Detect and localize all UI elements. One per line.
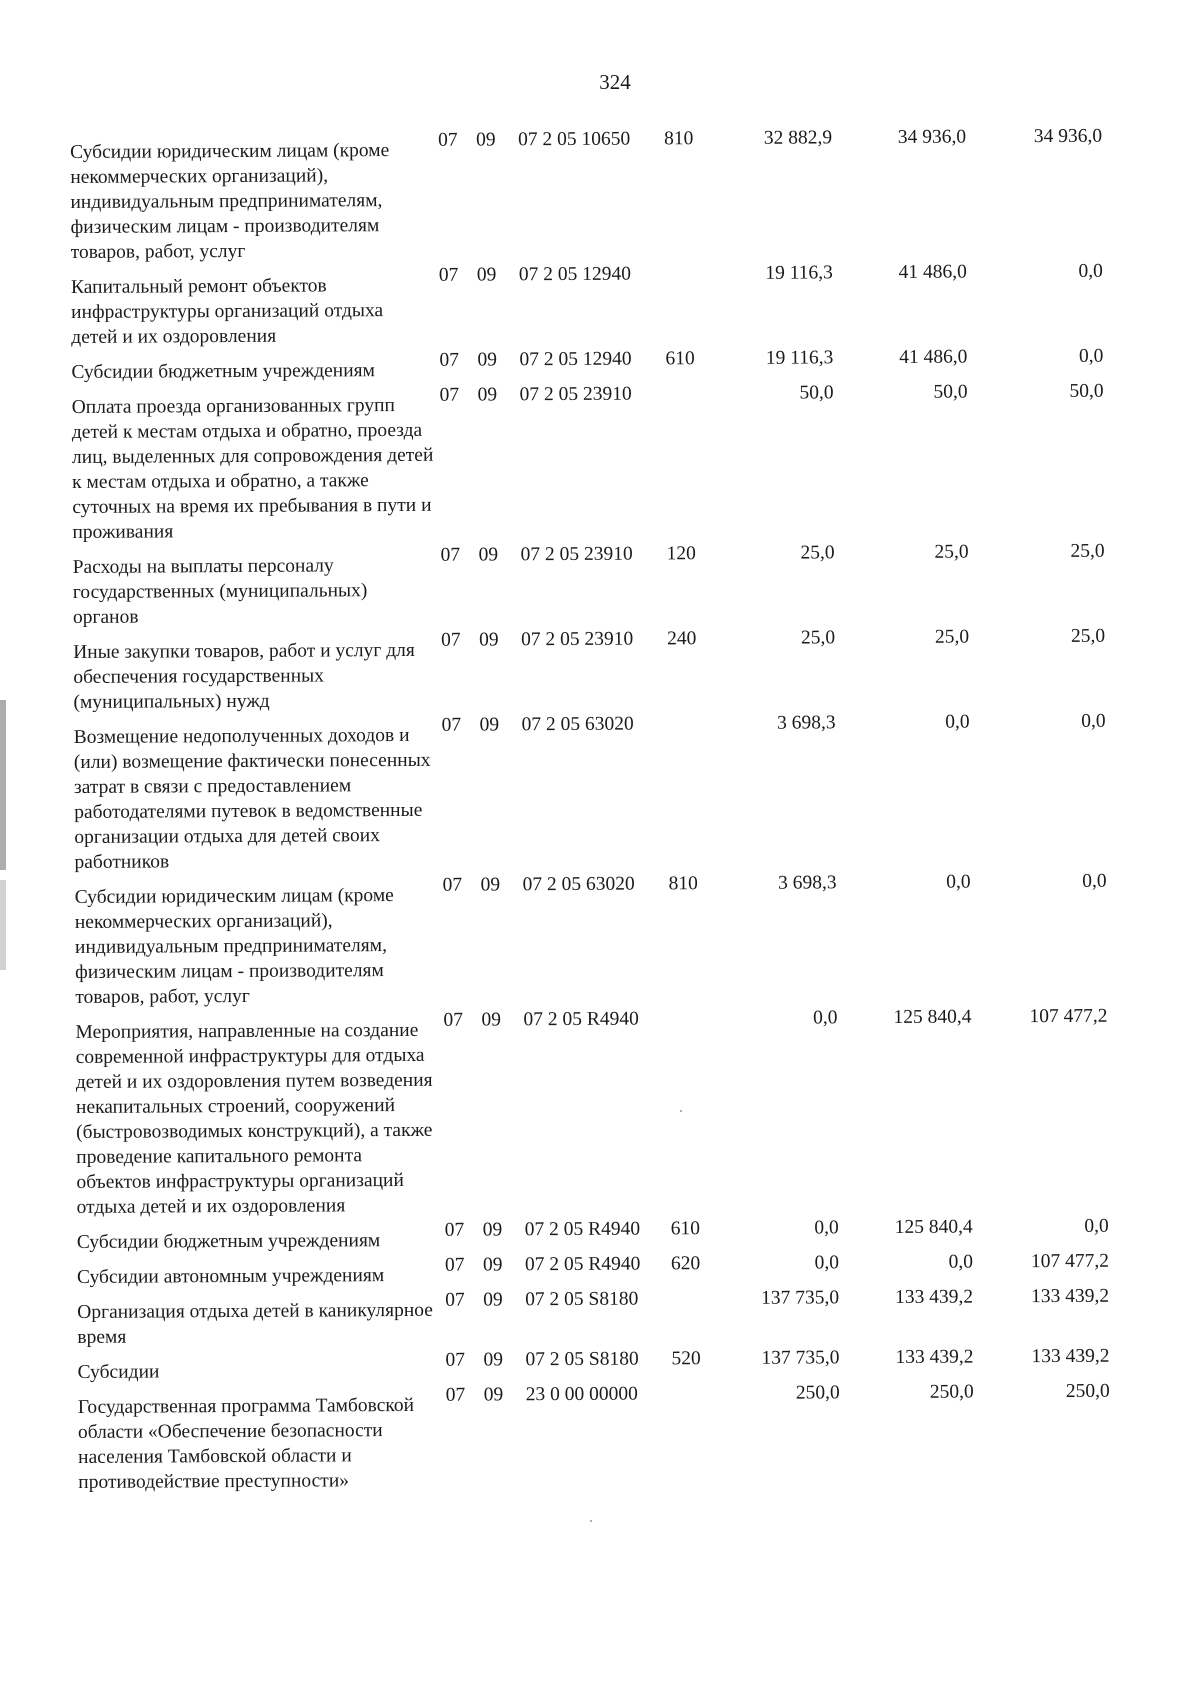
row-section: 07 [444, 1254, 465, 1276]
row-expense-type: 610 [665, 348, 695, 370]
row-subsection: 09 [476, 129, 496, 151]
row-amount-year-3: 0,0 [1082, 870, 1107, 892]
row-amount-year-3: 0,0 [1084, 1215, 1109, 1237]
row-target-article: 07 2 05 23910 [519, 383, 632, 406]
row-expense-type: 120 [666, 543, 696, 565]
scan-dot [680, 1110, 682, 1112]
row-amount-year-2: 133 439,2 [895, 1286, 974, 1308]
row-amount-year-1: 32 882,9 [763, 127, 833, 149]
row-amount-year-3: 107 477,2 [1029, 1005, 1108, 1028]
row-subsection: 09 [479, 714, 500, 736]
row-section: 07 [442, 874, 463, 896]
row-amount-year-1: 50,0 [799, 382, 834, 404]
row-amount-year-2: 41 486,0 [898, 261, 967, 283]
row-target-article: 07 2 05 12940 [519, 348, 632, 371]
row-amount-year-2: 125 840,4 [893, 1006, 972, 1028]
row-amount-year-2: 0,0 [948, 1251, 973, 1273]
row-expense-type: 810 [664, 128, 694, 150]
row-name: Расходы на выплаты персоналу государственных (муниципальных) органов [72, 555, 368, 628]
row-expense-type: 240 [667, 628, 697, 650]
row-subsection: 09 [483, 1384, 504, 1406]
row-section: 07 [443, 1009, 464, 1031]
row-subsection: 09 [479, 629, 499, 651]
row-amount-year-2: 25,0 [934, 626, 970, 648]
row-target-article: 07 2 05 12940 [518, 263, 632, 286]
row-subsection: 09 [476, 264, 497, 286]
table-row [75, 1003, 1176, 1220]
row-section: 07 [439, 349, 459, 371]
row-target-article: 07 2 05 R4940 [523, 1008, 639, 1031]
row-target-article: 07 2 05 10650 [518, 128, 631, 151]
row-amount-year-1: 3 698,3 [778, 872, 837, 894]
row-target-article: 07 2 05 63020 [522, 873, 635, 896]
row-amount-year-2: 125 840,4 [894, 1216, 973, 1238]
scan-dot [590, 1520, 592, 1522]
row-amount-year-3: 0,0 [1078, 260, 1103, 282]
row-name: Субсидии юридическим лицам (кроме некоммерческих организаций), индивидуальным предпринимателям, физическим лицам - производителям товаров, работ, услуг [70, 140, 390, 263]
row-amount-year-3: 107 477,2 [1030, 1250, 1109, 1273]
row-name: Субсидии автономным учреждениям [76, 1265, 385, 1288]
row-amount-year-1: 0,0 [814, 1252, 839, 1274]
row-amount-year-2: 25,0 [934, 541, 969, 563]
row-name: Субсидии бюджетным учреждениям [76, 1230, 381, 1253]
row-amount-year-1: 25,0 [800, 627, 836, 649]
row-section: 07 [445, 1384, 466, 1406]
row-name: Иные закупки товаров, работ и услуг для обеспечения государственных (муниципальных) нужд [73, 639, 415, 713]
row-name: Капитальный ремонт объектов инфраструктуры организаций отдыха детей и их оздоровления [70, 275, 384, 348]
row-target-article: 07 2 05 R4940 [524, 1218, 641, 1241]
table-row [72, 378, 1173, 545]
table-row [75, 868, 1176, 1010]
row-target-article: 07 2 05 S8180 [525, 1348, 639, 1371]
row-target-article: 07 2 05 63020 [521, 713, 634, 736]
row-amount-year-1: 137 735,0 [761, 1347, 840, 1369]
page-number: 324 [599, 70, 631, 94]
row-subsection: 09 [477, 349, 497, 371]
row-amount-year-3: 0,0 [1078, 345, 1104, 367]
row-subsection: 09 [483, 1349, 504, 1371]
row-amount-year-1: 3 698,3 [777, 712, 836, 734]
row-amount-year-3: 133 439,2 [1031, 1285, 1110, 1308]
row-name: Субсидии юридическим лицам (кроме некоммерческих организаций), индивидуальным предпринимателям, физическим лицам - производителям товаров, работ, услуг [74, 885, 394, 1008]
row-name: Мероприятия, направленные на создание современной инфраструктуры для отдыха детей и их оздоровления путем возведения некапитальных строений, сооружений (быстровозводимых конструкций), а также проведение капитального ремонта объектов инфраструктуры организаций отдыха детей и их оздоровления [75, 1019, 433, 1218]
row-amount-year-1: 19 116,3 [765, 262, 833, 284]
scan-edge-mark [0, 700, 6, 870]
row-amount-year-3: 0,0 [1081, 710, 1106, 732]
table-row [78, 1378, 1179, 1495]
row-amount-year-3: 133 439,2 [1031, 1345, 1110, 1368]
row-amount-year-3: 50,0 [1069, 380, 1104, 402]
row-target-article: 07 2 05 S8180 [525, 1288, 639, 1311]
row-target-article: 07 2 05 23910 [520, 543, 633, 566]
table-row [70, 123, 1171, 265]
row-name: Оплата проезда организованных групп детей к местам отдыха и обратно, проезда лиц, выделенных для сопровождения детей к местам отдыха и обратно, а также суточных на время их пребывания в пути и проживания [71, 395, 434, 543]
row-target-article: 23 0 00 00000 [525, 1383, 638, 1406]
row-amount-year-1: 25,0 [800, 542, 835, 564]
row-amount-year-1: 250,0 [795, 1382, 840, 1404]
row-subsection: 09 [478, 544, 499, 566]
row-section: 07 [438, 129, 458, 151]
row-amount-year-2: 34 936,0 [897, 126, 967, 148]
row-section: 07 [444, 1219, 465, 1241]
row-name: Организация отдыха детей в каникулярное время [77, 1299, 433, 1348]
row-amount-year-1: 137 735,0 [761, 1287, 840, 1309]
row-amount-year-2: 133 439,2 [895, 1346, 974, 1368]
budget-table [70, 123, 1178, 1495]
row-section: 07 [445, 1289, 465, 1311]
row-name: Субсидии [77, 1361, 160, 1383]
scan-edge-mark [0, 880, 6, 970]
row-section: 07 [441, 714, 462, 736]
row-subsection: 09 [481, 1009, 502, 1031]
row-amount-year-3: 250,0 [1065, 1380, 1110, 1402]
row-expense-type: 520 [671, 1348, 701, 1370]
row-target-article: 07 2 05 23910 [521, 628, 634, 651]
row-amount-year-2: 250,0 [929, 1381, 974, 1403]
row-expense-type: 620 [670, 1253, 701, 1275]
row-amount-year-1: 19 116,3 [765, 347, 834, 369]
row-subsection: 09 [482, 1219, 503, 1241]
row-amount-year-3: 25,0 [1070, 625, 1106, 647]
row-amount-year-3: 25,0 [1070, 540, 1105, 562]
row-name: Субсидии бюджетным учреждениям [71, 360, 375, 383]
row-section: 07 [441, 629, 461, 651]
row-name: Государственная программа Тамбовской области «Обеспечение безопасности населения Тамбовской области и противодействие преступности» [77, 1394, 415, 1493]
row-name: Возмещение недополученных доходов и (или) возмещение фактически понесенных затрат в связи с предоставлением работодателями путевок в ведомственные организации отдыха для детей своих работников [73, 724, 431, 873]
row-subsection: 09 [483, 1289, 503, 1311]
row-amount-year-1: 0,0 [814, 1217, 839, 1239]
row-target-article: 07 2 05 R4940 [524, 1253, 641, 1276]
row-amount-year-3: 34 936,0 [1033, 125, 1103, 148]
table-row [73, 538, 1173, 630]
row-section: 07 [438, 264, 459, 286]
row-section: 07 [445, 1349, 466, 1371]
row-amount-year-2: 50,0 [933, 381, 968, 403]
row-amount-year-1: 0,0 [812, 1007, 838, 1029]
table-row [71, 258, 1171, 350]
row-section: 07 [440, 544, 461, 566]
table-row [73, 623, 1173, 715]
row-amount-year-2: 41 486,0 [899, 346, 968, 368]
row-amount-year-2: 0,0 [945, 711, 970, 733]
row-expense-type: 610 [670, 1218, 701, 1240]
table-row [77, 1283, 1177, 1350]
row-amount-year-2: 0,0 [946, 871, 971, 893]
table-row [74, 708, 1175, 875]
row-section: 07 [439, 384, 460, 406]
row-subsection: 09 [480, 874, 501, 896]
row-subsection: 09 [477, 384, 498, 406]
row-expense-type: 810 [668, 873, 698, 895]
row-subsection: 09 [482, 1254, 503, 1276]
